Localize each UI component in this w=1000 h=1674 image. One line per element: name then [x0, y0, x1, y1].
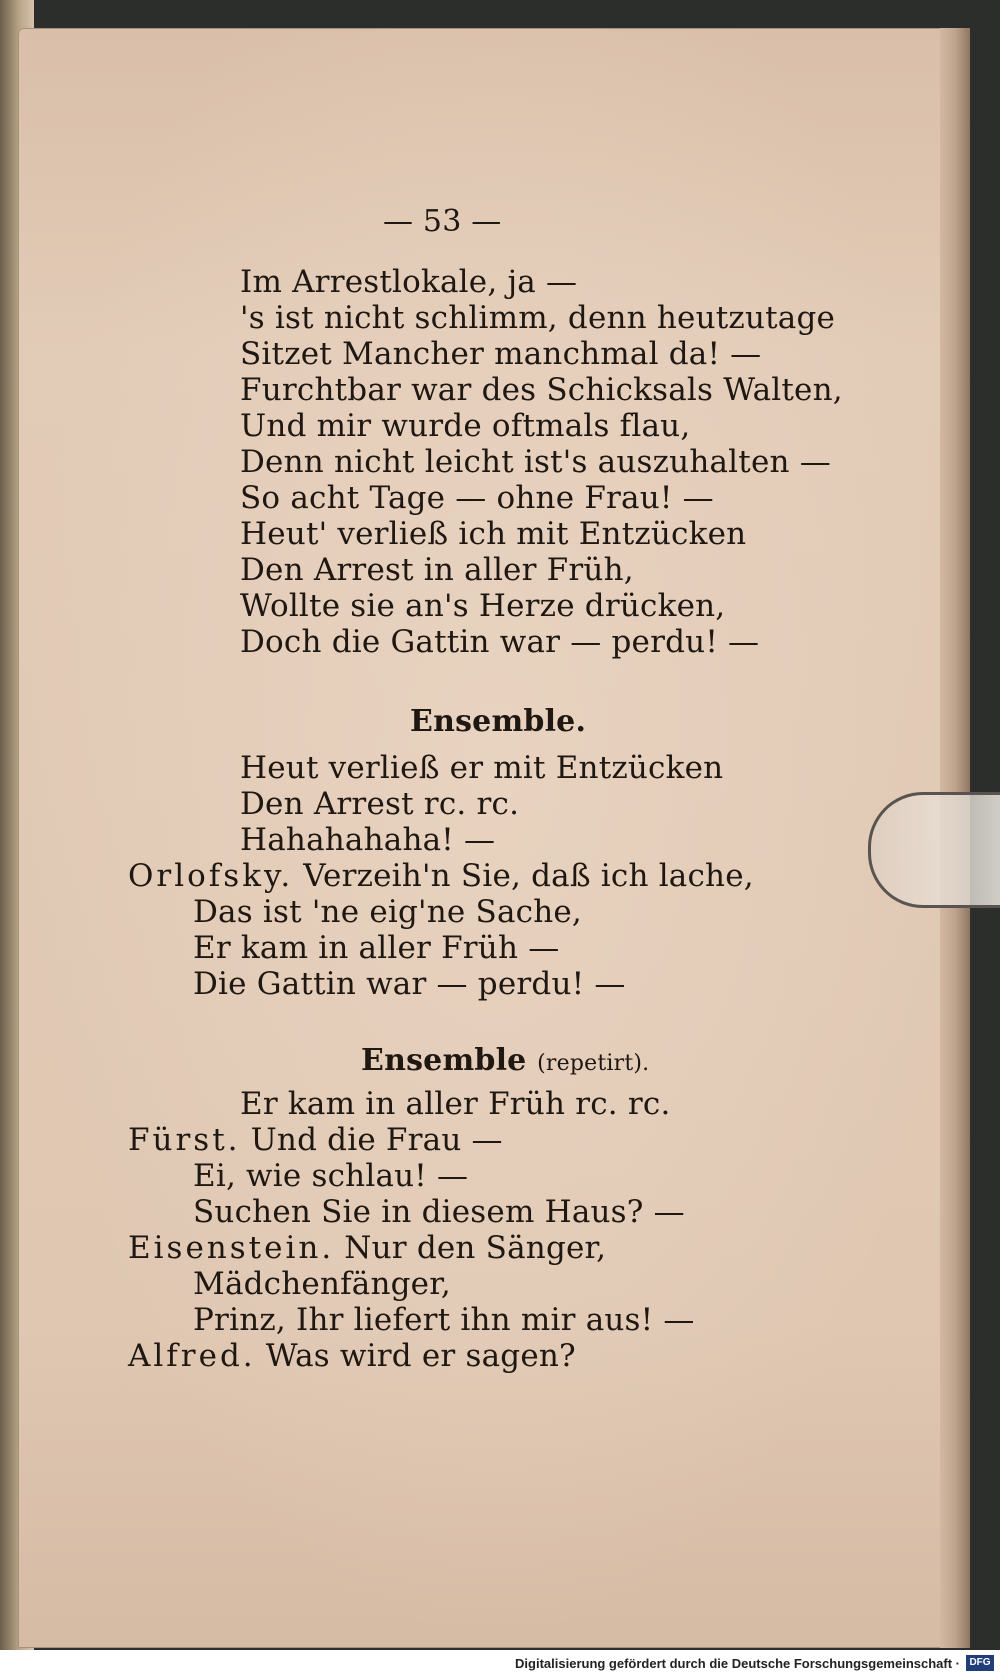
dialogue-line: Er kam in aller Früh —: [193, 930, 560, 966]
verse-line: Denn nicht leicht ist's auszuhalten —: [240, 444, 831, 480]
speaker-name: Fürst.: [128, 1122, 241, 1158]
ensemble-heading-text: Ensemble: [361, 1043, 527, 1078]
dialogue-line: Prinz, Ihr liefert ihn mir aus! —: [193, 1302, 695, 1338]
page-number: — 53 —: [383, 204, 502, 239]
dialogue-text: Was wird er sagen?: [265, 1338, 576, 1374]
dialogue-line: Die Gattin war — perdu! —: [193, 966, 626, 1002]
ensemble-heading: Ensemble.: [410, 704, 587, 739]
verse-line: So acht Tage — ohne Frau! —: [240, 480, 714, 516]
dialogue-text: Verzeih'n Sie, daß ich lache,: [303, 858, 754, 894]
verse-line: Heut' verließ ich mit Entzücken: [240, 516, 747, 552]
stage-note: (repetirt).: [537, 1051, 650, 1076]
ensemble-line: Hahahahaha! —: [240, 822, 496, 858]
verse-line: Doch die Gattin war — perdu! —: [240, 624, 760, 660]
ensemble-line: Den Arrest rc. rc.: [240, 786, 520, 822]
page-clip: [868, 792, 1000, 908]
verse-line: Furchtbar war des Schicksals Walten,: [240, 372, 843, 408]
footer-credit: Digitalisierung gefördert durch die Deutsche Forschungsgemeinschaft ·: [515, 1656, 960, 1671]
verse-line: 's ist nicht schlimm, denn heutzutage: [240, 300, 836, 336]
dialogue-line: Suchen Sie in diesem Haus? —: [193, 1194, 685, 1230]
verse-line: Den Arrest in aller Früh,: [240, 552, 634, 588]
ensemble-line: Er kam in aller Früh rc. rc.: [240, 1086, 671, 1122]
dialogue-text: Und die Frau —: [250, 1122, 503, 1158]
dfg-logo-icon: DFG: [966, 1655, 994, 1671]
dialogue-line: Mädchenfänger,: [193, 1266, 451, 1302]
book-page: [18, 28, 970, 1648]
verse-line: Wollte sie an's Herze drücken,: [240, 588, 726, 624]
orlofsky-line: [128, 858, 754, 894]
ensemble-heading: [361, 1043, 649, 1078]
verse-line: Sitzet Mancher manchmal da! —: [240, 336, 762, 372]
fuerst-line: [128, 1122, 503, 1158]
dialogue-line: Ei, wie schlau! —: [193, 1158, 469, 1194]
speaker-name: Eisenstein.: [128, 1230, 335, 1266]
ensemble-line: Heut verließ er mit Entzücken: [240, 750, 724, 786]
verse-line: Und mir wurde oftmals flau,: [240, 408, 691, 444]
verse-line: Im Arrestlokale, ja —: [240, 264, 578, 300]
eisenstein-line: [128, 1230, 606, 1266]
alfred-line: [128, 1338, 576, 1374]
footer-bar: [0, 1650, 1000, 1674]
dialogue-text: Nur den Sänger,: [344, 1230, 607, 1266]
speaker-name: Alfred.: [128, 1338, 256, 1374]
dialogue-line: Das ist 'ne eig'ne Sache,: [193, 894, 582, 930]
speaker-name: Orlofsky.: [128, 858, 294, 894]
